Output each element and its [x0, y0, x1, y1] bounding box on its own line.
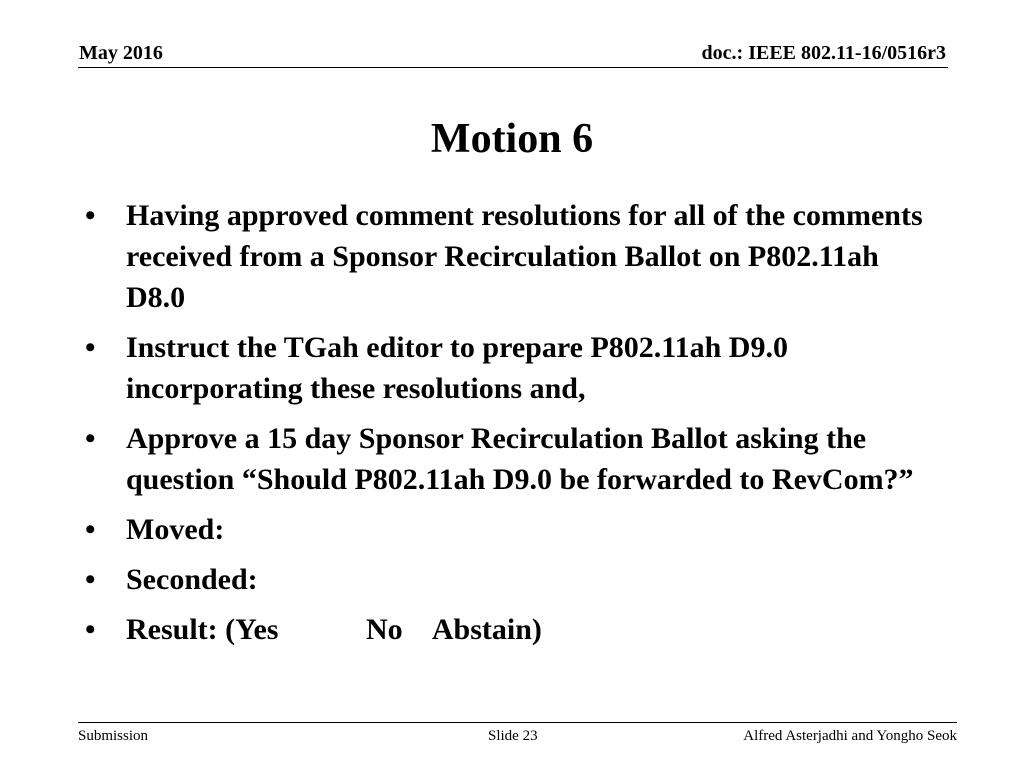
bullet-icon: •	[85, 513, 96, 546]
bullet-item	[78, 509, 938, 550]
footer-submission: Submission	[78, 728, 149, 744]
bullet-text: Approve a 15 day Sponsor Recirculation Ballot asking the question “Should P802.11ah D9.0 be forwarded to RevCom?”	[126, 422, 914, 496]
bullet-item	[78, 418, 938, 500]
bullet-icon: •	[85, 563, 96, 596]
bullet-text: Seconded:	[126, 563, 258, 596]
header-doc-id: doc.: IEEE 802.11-16/0516r3	[701, 42, 946, 64]
bullet-item	[78, 327, 938, 409]
bullet-item	[78, 559, 938, 600]
bullet-text: Having approved comment resolutions for all of the comments received from a Sponsor Recirculation Ballot on P802.11ah D8.0	[126, 199, 923, 314]
footer-divider	[78, 722, 957, 723]
bullet-text: Instruct the TGah editor to prepare P802.11ah D9.0 incorporating these resolutions and,	[126, 331, 788, 405]
bullet-icon: •	[85, 422, 96, 455]
bullet-list	[78, 195, 938, 659]
bullet-item	[78, 609, 938, 650]
header-divider	[78, 67, 948, 68]
bullet-icon: •	[85, 613, 96, 646]
header-date: May 2016	[79, 42, 163, 64]
footer-authors: Alfred Asterjadhi and Yongho Seok	[743, 728, 957, 744]
bullet-icon: •	[85, 331, 96, 364]
bullet-text: Moved:	[126, 513, 225, 546]
bullet-icon: •	[85, 199, 96, 232]
footer-slide-number: Slide 23	[488, 728, 538, 744]
slide-title: Motion 6	[430, 116, 594, 162]
bullet-item	[78, 195, 938, 318]
result-text: Result: (Yes No Abstain)	[126, 613, 542, 646]
